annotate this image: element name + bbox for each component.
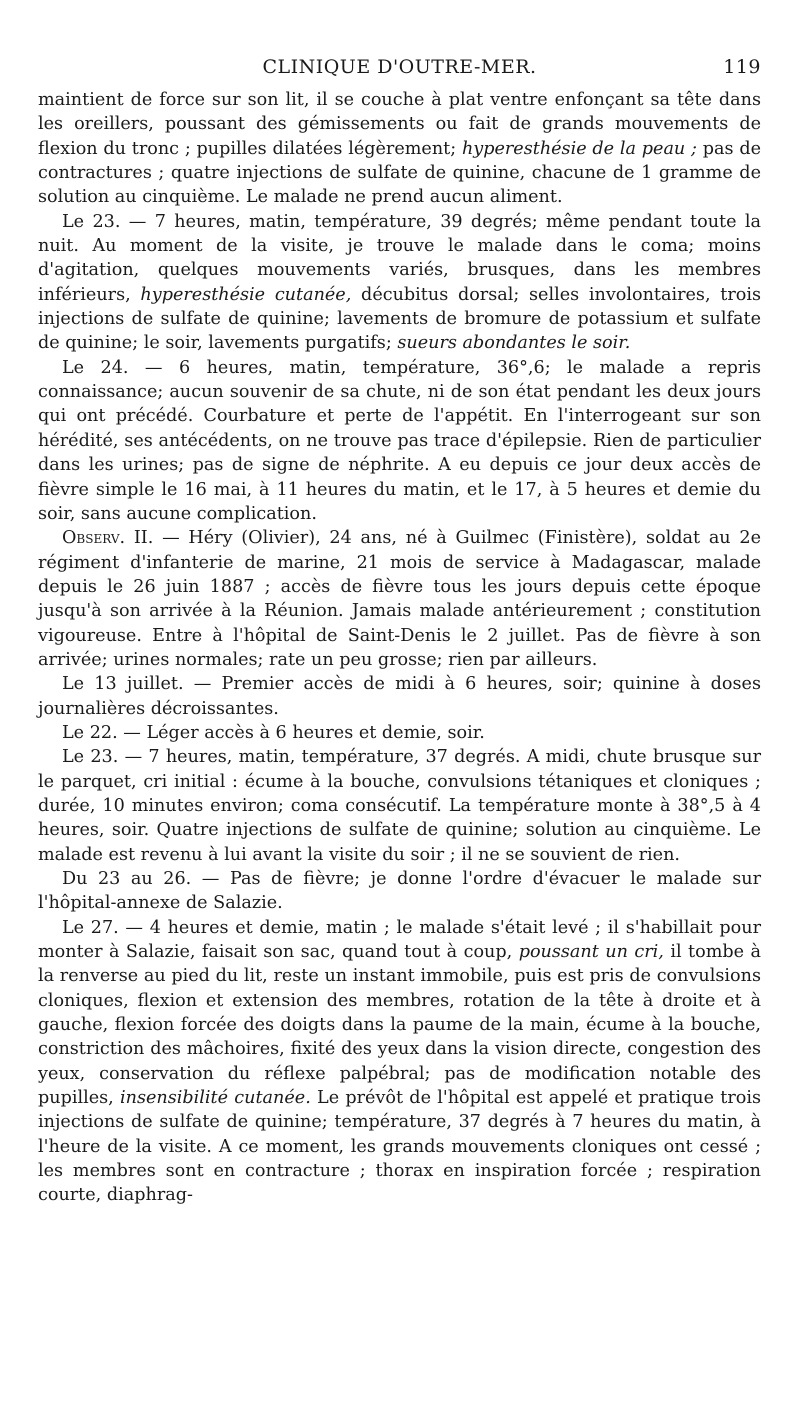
page	[38, 56, 761, 1208]
text-run: il tombe à la renverse au pied du lit, reste un instant immobile, puis est pris de convulsions cloniques, flexion et extension des membres, rotation de la tête à droite et à gauche, flexion forcée des doigts dans la paume de la main, écume à la bouche, constriction des mâchoires, fixité des yeux dans la vision directe, congestion des yeux, conservation du réflexe palpébral; pas de modification notable des pupilles,	[38, 942, 761, 1109]
paragraph	[38, 916, 761, 1208]
paragraph	[38, 867, 761, 916]
text-run: Le 23. — 7 heures, matin, température, 37 degrés. A midi, chute brusque sur le parquet, cri initial : écume à la bouche, convulsions tétaniques et cloniques ; durée, 10 minutes environ; coma consécutif. La température monte à 38°,5 à 4 heures, soir. Quatre injections de sulfate de quinine; solution au cinquième. Le malade est revenu à lui avant la visite du soir ; il ne se souvient de rien.	[38, 747, 761, 865]
text-run: Le 27. — 4 heures et demie, matin ; le malade s'était levé ; il s'habillait pour monter à Salazie, faisait son sac, quand tout à coup,	[38, 917, 761, 963]
running-header	[38, 56, 761, 88]
text-run: Le prévôt de l'hôpital est appelé et pratique trois injections de sulfate de quinine; température, 37 degrés à 7 heures du matin, à l'heure de la visite. A ce moment, les grands mouvements cloniques ont cessé ; les membres sont en contracture ; thorax en inspiration forcée ; respiration courte, diaphrag-	[38, 1088, 761, 1206]
paragraph	[38, 745, 761, 867]
italic-text: sueurs abondantes le soir.	[397, 333, 631, 354]
paragraph	[38, 88, 761, 210]
text-run: II. — Héry (Olivier), 24 ans, né à Guilmec (Finistère), soldat au 2e régiment d'infanterie de marine, 21 mois de service à Madagascar, malade depuis le 26 juin 1887 ; accès de fièvre tous les jours depuis cette époque jusqu'à son arrivée à la Réunion. Jamais malade antérieurement ; constitution vigoureuse. Entre à l'hôpital de Saint-Denis le 2 juillet. Pas de fièvre à son arrivée; urines normales; rate un peu grosse; rien par ailleurs.	[38, 528, 761, 670]
italic-text: hyperesthésie cutanée,	[140, 284, 352, 305]
text-run: décubitus dorsal; selles involontaires, trois injections de sulfate de quinine; lavements de bromure de potassium et sulfate de quinine; le soir, lavements purgatifs;	[38, 284, 761, 354]
italic-text: insensibilité cutanée.	[120, 1088, 311, 1109]
paragraph	[38, 721, 761, 745]
paragraph	[38, 526, 761, 672]
paragraph	[38, 356, 761, 526]
paragraph	[38, 210, 761, 356]
running-title: CLINIQUE D'OUTRE-MER.	[262, 56, 537, 78]
text-run: Du 23 au 26. — Pas de fièvre; je donne l'ordre d'évacuer le malade sur l'hôpital-annexe de Salazie.	[38, 869, 761, 914]
body-text	[38, 88, 761, 1208]
text-run: Le 24. — 6 heures, matin, température, 36°,6; le malade a repris connaissance; aucun souvenir de sa chute, ni de son état pendant les deux jours qui ont précédé. Courbature et perte de l'appétit. En l'interrogeant sur son hérédité, ses antécédents, on ne trouve pas trace d'épilepsie. Rien de particulier dans les urines; pas de signe de néphrite. A eu depuis ce jour deux accès de fièvre simple le 16 mai, à 11 heures du matin, et le 17, à 5 heures et demie du soir, sans aucune complication.	[38, 357, 761, 524]
text-run: Le 13 juillet. — Premier accès de midi à 6 heures, soir; quinine à doses journalières décroissantes.	[38, 674, 761, 719]
text-run: pas de contractures ; quatre injections de sulfate de quinine, chacune de 1 gramme de solution au cinquième. Le malade ne prend aucun aliment.	[38, 138, 762, 208]
text-run: Le 23. — 7 heures, matin, température, 39 degrés; même pendant toute la nuit. Au moment de la visite, je trouve le malade dans le coma; moins d'agitation, quelques mouvements variés, brusques, dans les membres inférieurs,	[38, 211, 761, 305]
text-run: Le 22. — Léger accès à 6 heures et demie, soir.	[62, 722, 485, 743]
page-number: 119	[723, 56, 761, 78]
italic-text: hyperesthésie de la peau ;	[461, 138, 697, 159]
italic-text: poussant un cri,	[518, 942, 664, 963]
paragraph	[38, 672, 761, 721]
text-run: maintient de force sur son lit, il se couche à plat ventre enfonçant sa tête dans les oreillers, poussant des gémissements ou fait de grands mouvements de flexion du tronc ; pupilles dilatées légèrement;	[38, 90, 761, 159]
small-caps-text: Observ.	[62, 528, 126, 549]
